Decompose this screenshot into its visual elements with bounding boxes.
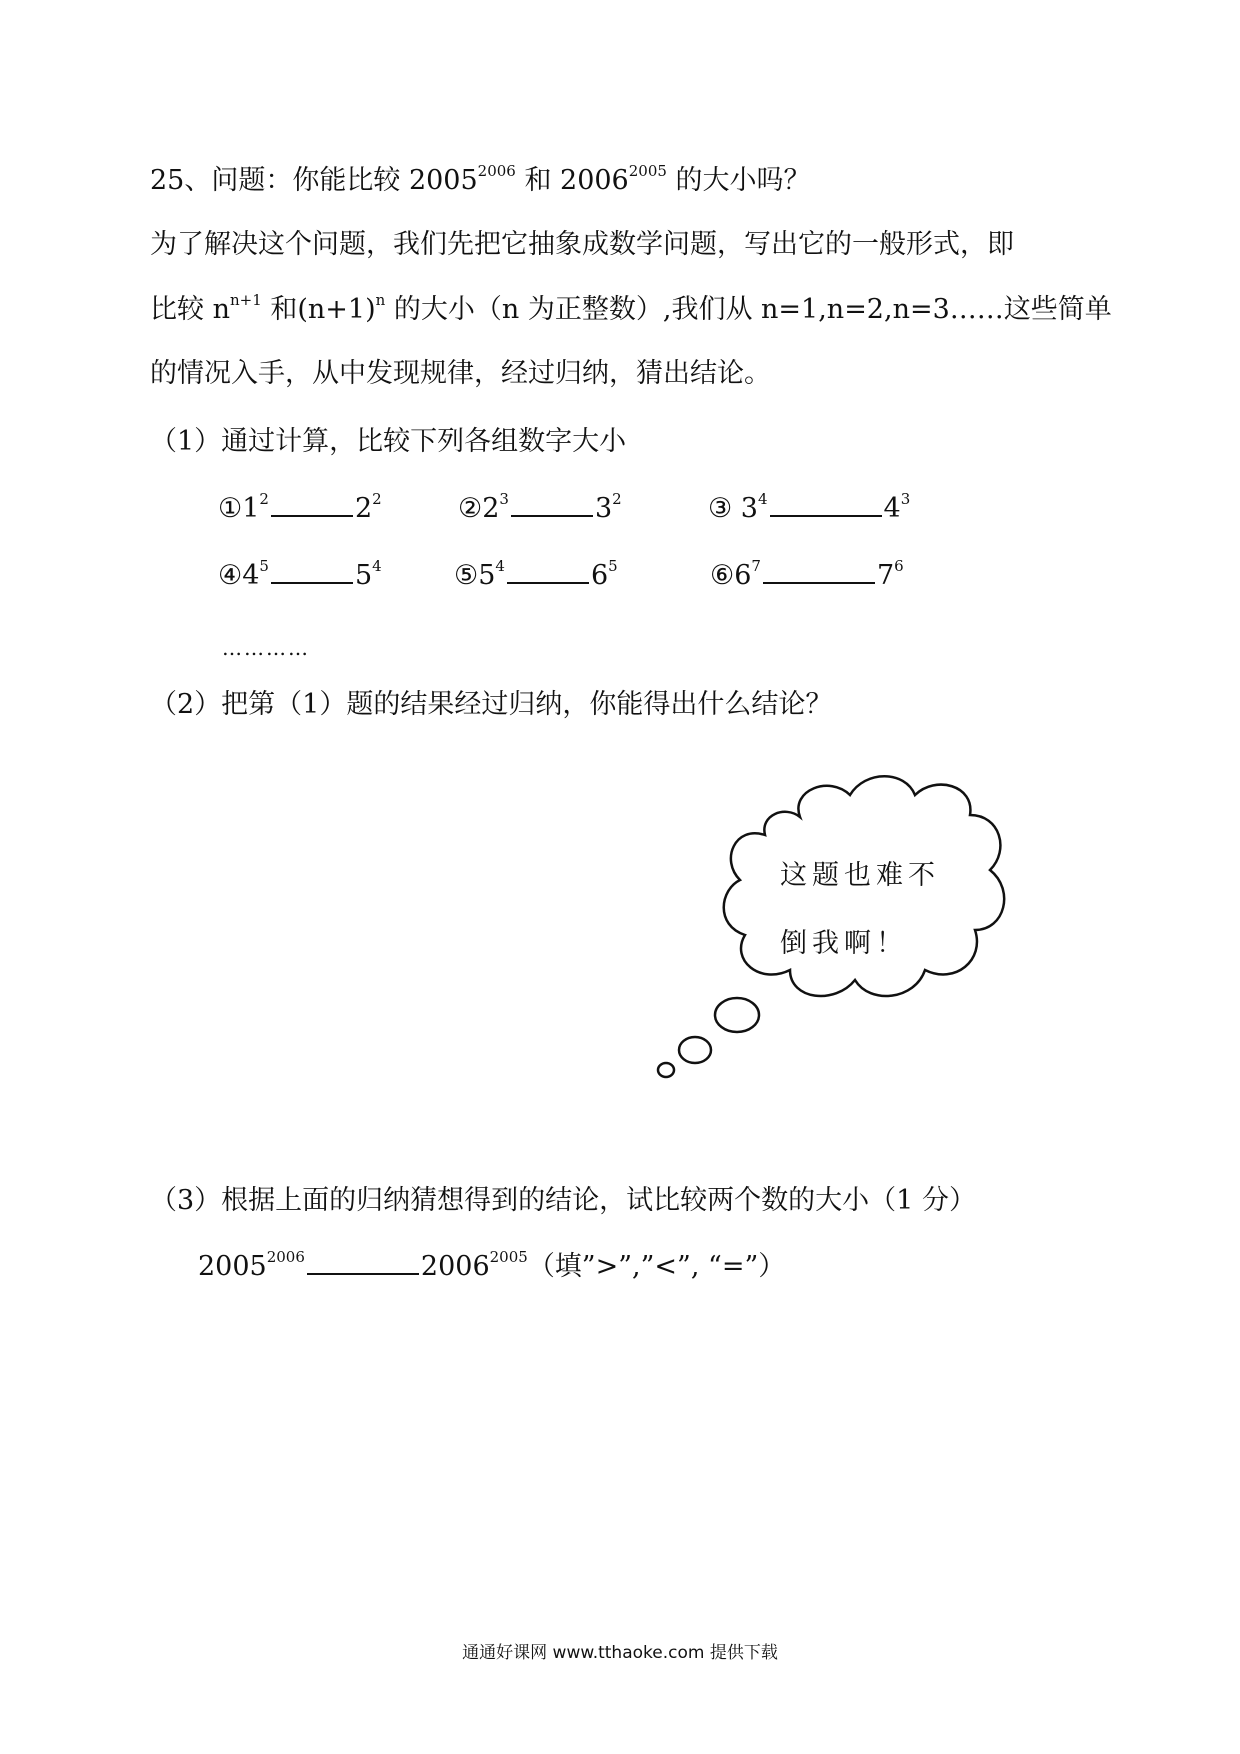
- question-title: 25、问题：你能比较 $2005^{2006}$ 和 $2006^{2005}$ 的大小吗？: [150, 162, 811, 196]
- final-comparison: $2005^{2006}$ $2006^{2005}$（填”>”,”<”, “=”）: [198, 1248, 786, 1282]
- intro-line-1: 为了解决这个问题，我们先把它抽象成数学问题，写出它的一般形式，即: [150, 229, 1014, 260]
- page-footer: 通通好课网 www.tthaoke.com 提供下载: [462, 1643, 778, 1663]
- comparison-1: $①1^2$ $2^2$: [218, 490, 382, 524]
- cloud-line-1: 这题也难不: [780, 860, 940, 891]
- comparison-2: $②2^3$ $3^2$: [458, 490, 622, 524]
- ellipsis: …………: [222, 636, 310, 660]
- intro-line-3: 的情况入手，从中发现规律，经过归纳，猜出结论。: [150, 358, 771, 389]
- part-2-heading: （2）把第（1）题的结果经过归纳，你能得出什么结论？: [150, 689, 833, 720]
- intro-line-2: 比较 $n^{n+1}$ 和$(n+1)^n$ 的大小（n 为正整数）,我们从 n=1,n=2,n=3……这些简单: [150, 291, 1112, 325]
- part-3-heading: （3）根据上面的归纳猜想得到的结论，试比较两个数的大小（1 分）: [150, 1185, 976, 1216]
- comparison-6: $⑥6^7$ $7^6$: [710, 557, 904, 591]
- part-1-heading: （1）通过计算，比较下列各组数字大小: [150, 426, 627, 457]
- comparison-3: ③ $3^4$ $4^3$: [708, 490, 911, 524]
- final-answer-blank[interactable]: [307, 1247, 419, 1275]
- comparison-4: $④4^5$ $5^4$: [218, 557, 382, 591]
- cloud-line-2: 倒我啊！: [780, 928, 908, 959]
- comparison-5: $⑤5^4$ $6^5$: [454, 557, 618, 591]
